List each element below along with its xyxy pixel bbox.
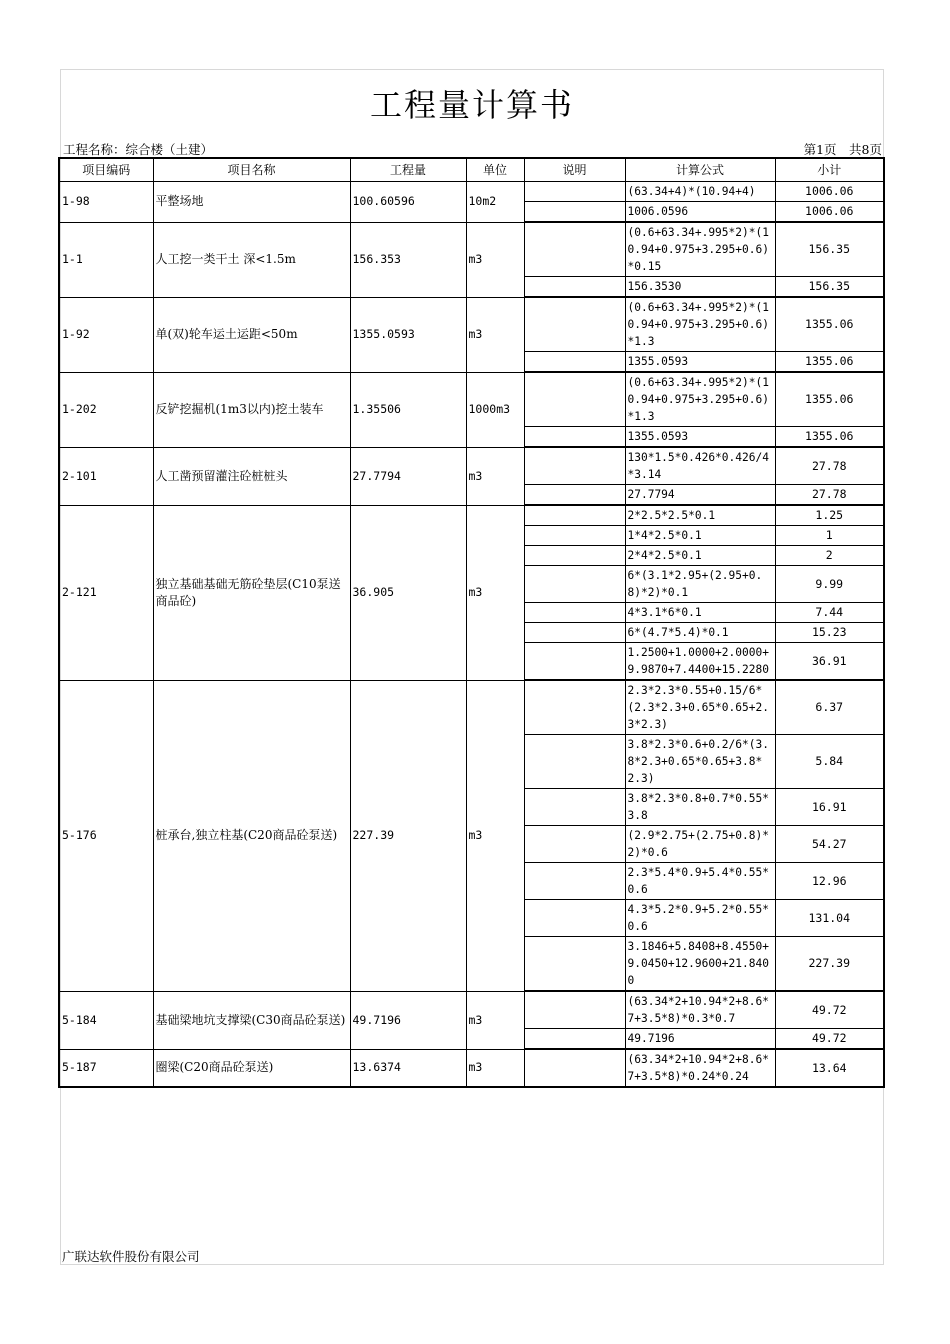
item-code: 1-92 — [59, 297, 153, 372]
header-quantity: 工程量 — [350, 158, 466, 182]
subtotal-cell: 1355.06 — [775, 427, 884, 448]
subtotal-cell: 1006.06 — [775, 182, 884, 202]
subtotal-cell: 27.78 — [775, 485, 884, 506]
subtotal-cell: 1.25 — [775, 505, 884, 526]
formula-cell: 2*4*2.5*0.1 — [625, 546, 775, 566]
formula-cell: 156.3530 — [625, 277, 775, 298]
item-name: 平整场地 — [153, 182, 350, 223]
table-header-row — [59, 158, 884, 182]
item-quantity: 100.60596 — [350, 182, 466, 223]
formula-cell: (63.34*2+10.94*2+8.6*7+3.5*8)*0.24*0.24 — [625, 1049, 775, 1087]
item-unit: m3 — [466, 680, 524, 991]
formula-cell: 1355.0593 — [625, 427, 775, 448]
formula-cell: 4.3*5.2*0.9+5.2*0.55*0.6 — [625, 900, 775, 937]
subtotal-cell: 1006.06 — [775, 202, 884, 223]
subtotal-cell: 9.99 — [775, 566, 884, 603]
formula-cell: 130*1.5*0.426*0.426/4*3.14 — [625, 447, 775, 485]
document-title: 工程量计算书 — [369, 86, 574, 124]
formula-cell: (0.6+63.34+.995*2)*(10.94+0.975+3.295+0.6)*0.15 — [625, 222, 775, 277]
formula-cell: (63.34*2+10.94*2+8.6*7+3.5*8)*0.3*0.7 — [625, 991, 775, 1029]
formula-cell: 3.8*2.3*0.8+0.7*0.55*3.8 — [625, 789, 775, 826]
note-cell — [524, 863, 625, 900]
table-row — [59, 680, 884, 735]
item-unit: 1000m3 — [466, 372, 524, 447]
item-unit: 10m2 — [466, 182, 524, 223]
item-name: 圈梁(C20商品砼泵送) — [153, 1049, 350, 1087]
note-cell — [524, 937, 625, 992]
item-quantity: 1.35506 — [350, 372, 466, 447]
note-cell — [524, 546, 625, 566]
item-quantity: 36.905 — [350, 505, 466, 680]
note-cell — [524, 1049, 625, 1087]
item-name: 基础梁地坑支撑梁(C30商品砼泵送) — [153, 991, 350, 1049]
item-code: 5-187 — [59, 1049, 153, 1087]
note-cell — [524, 202, 625, 223]
subtotal-cell: 227.39 — [775, 937, 884, 992]
formula-cell: 3.8*2.3*0.6+0.2/6*(3.8*2.3+0.65*0.65+3.8*2.3) — [625, 735, 775, 789]
formula-cell: (2.9*2.75+(2.75+0.8)*2)*0.6 — [625, 826, 775, 863]
subtotal-cell: 1 — [775, 526, 884, 546]
header-unit: 单位 — [466, 158, 524, 182]
formula-cell: 3.1846+5.8408+8.4550+9.0450+12.9600+21.8400 — [625, 937, 775, 992]
formula-cell: 1*4*2.5*0.1 — [625, 526, 775, 546]
subtotal-cell: 156.35 — [775, 277, 884, 298]
table-row — [59, 372, 884, 427]
table-row — [59, 222, 884, 277]
note-cell — [524, 603, 625, 623]
item-quantity: 227.39 — [350, 680, 466, 991]
item-quantity: 49.7196 — [350, 991, 466, 1049]
item-quantity: 27.7794 — [350, 447, 466, 505]
item-code: 2-101 — [59, 447, 153, 505]
formula-cell: (0.6+63.34+.995*2)*(10.94+0.975+3.295+0.6) *1.3 — [625, 297, 775, 352]
item-unit: m3 — [466, 447, 524, 505]
note-cell — [524, 789, 625, 826]
note-cell — [524, 372, 625, 427]
subtotal-cell: 156.35 — [775, 222, 884, 277]
subtotal-cell: 1355.06 — [775, 372, 884, 427]
note-cell — [524, 900, 625, 937]
note-cell — [524, 735, 625, 789]
page-number: 第1页 共8页 — [803, 142, 882, 157]
note-cell — [524, 485, 625, 506]
note-cell — [524, 566, 625, 603]
item-name: 单(双)轮车运土运距<50m — [153, 297, 350, 372]
item-unit: m3 — [466, 1049, 524, 1087]
note-cell — [524, 505, 625, 526]
project-name: 工程名称：综合楼（土建） — [63, 142, 214, 157]
note-cell — [524, 680, 625, 735]
item-name: 人工挖一类干土 深<1.5m — [153, 222, 350, 297]
item-quantity: 1355.0593 — [350, 297, 466, 372]
item-code: 1-98 — [59, 182, 153, 223]
subtotal-cell: 13.64 — [775, 1049, 884, 1087]
formula-cell: 1355.0593 — [625, 352, 775, 373]
item-quantity: 156.353 — [350, 222, 466, 297]
note-cell — [524, 623, 625, 643]
subtotal-cell: 5.84 — [775, 735, 884, 789]
header-code: 项目编码 — [59, 158, 153, 182]
formula-cell: 1.2500+1.0000+2.0000+9.9870+7.4400+15.2280 — [625, 643, 775, 681]
item-code: 5-176 — [59, 680, 153, 991]
note-cell — [524, 643, 625, 681]
subtotal-cell: 7.44 — [775, 603, 884, 623]
subtotal-cell: 49.72 — [775, 991, 884, 1029]
note-cell — [524, 991, 625, 1029]
note-cell — [524, 1029, 625, 1050]
subtotal-cell: 12.96 — [775, 863, 884, 900]
note-cell — [524, 526, 625, 546]
formula-cell: (63.34+4)*(10.94+4) — [625, 182, 775, 202]
formula-cell: 6*(4.7*5.4)*0.1 — [625, 623, 775, 643]
header-formula: 计算公式 — [625, 158, 775, 182]
note-cell — [524, 182, 625, 202]
subtotal-cell: 27.78 — [775, 447, 884, 485]
note-cell — [524, 297, 625, 352]
item-name: 独立基础基础无筋砼垫层(C10泵送商品砼) — [153, 505, 350, 680]
item-name: 人工凿预留灌注砼桩桩头 — [153, 447, 350, 505]
subtotal-cell: 16.91 — [775, 789, 884, 826]
formula-cell: (0.6+63.34+.995*2)*(10.94+0.975+3.295+0.6) *1.3 — [625, 372, 775, 427]
item-quantity: 13.6374 — [350, 1049, 466, 1087]
table-row — [59, 182, 884, 202]
item-code: 5-184 — [59, 991, 153, 1049]
note-cell — [524, 352, 625, 373]
item-name: 桩承台,独立柱基(C20商品砼泵送) — [153, 680, 350, 991]
subtotal-cell: 6.37 — [775, 680, 884, 735]
header-name: 项目名称 — [153, 158, 350, 182]
formula-cell: 2.3*2.3*0.55+0.15/6*(2.3*2.3+0.65*0.65+2.3*2.3) — [625, 680, 775, 735]
item-unit: m3 — [466, 297, 524, 372]
note-cell — [524, 277, 625, 298]
formula-cell: 2*2.5*2.5*0.1 — [625, 505, 775, 526]
formula-cell: 27.7794 — [625, 485, 775, 506]
table-row — [59, 1049, 884, 1087]
formula-cell: 49.7196 — [625, 1029, 775, 1050]
table-row — [59, 505, 884, 526]
formula-cell: 1006.0596 — [625, 202, 775, 223]
subtotal-cell: 131.04 — [775, 900, 884, 937]
item-name: 反铲挖掘机(1m3以内)挖土装车 — [153, 372, 350, 447]
table-row — [59, 991, 884, 1029]
subtotal-cell: 49.72 — [775, 1029, 884, 1050]
table-row — [59, 447, 884, 485]
table-row — [59, 297, 884, 352]
formula-cell: 2.3*5.4*0.9+5.4*0.55*0.6 — [625, 863, 775, 900]
item-code: 1-202 — [59, 372, 153, 447]
item-unit: m3 — [466, 222, 524, 297]
item-code: 2-121 — [59, 505, 153, 680]
subtotal-cell: 1355.06 — [775, 352, 884, 373]
formula-cell: 4*3.1*6*0.1 — [625, 603, 775, 623]
header-subtotal: 小计 — [775, 158, 884, 182]
item-code: 1-1 — [59, 222, 153, 297]
subtotal-cell: 54.27 — [775, 826, 884, 863]
item-unit: m3 — [466, 991, 524, 1049]
subtotal-cell: 36.91 — [775, 643, 884, 681]
formula-cell: 6*(3.1*2.95+(2.95+0.8)*2)*0.1 — [625, 566, 775, 603]
subtotal-cell: 15.23 — [775, 623, 884, 643]
table-body — [59, 182, 884, 1088]
note-cell — [524, 826, 625, 863]
company-footer: 广联达软件股份有限公司 — [62, 1249, 200, 1264]
note-cell — [524, 447, 625, 485]
item-unit: m3 — [466, 505, 524, 680]
subtotal-cell: 2 — [775, 546, 884, 566]
header-note: 说明 — [524, 158, 625, 182]
quantity-table — [58, 157, 885, 1088]
note-cell — [524, 427, 625, 448]
note-cell — [524, 222, 625, 277]
subtotal-cell: 1355.06 — [775, 297, 884, 352]
